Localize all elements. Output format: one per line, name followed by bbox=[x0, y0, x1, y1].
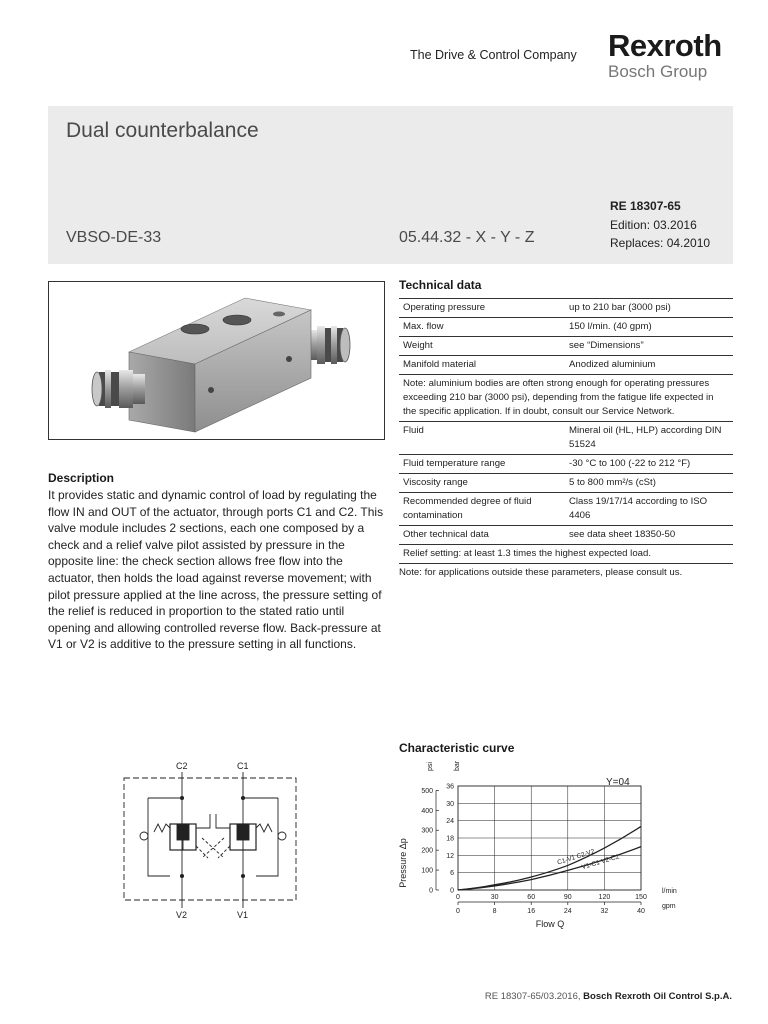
chart-annotation: Y=04 bbox=[606, 777, 630, 788]
x-tick-lmin: 120 bbox=[598, 894, 611, 901]
technical-data-table bbox=[399, 298, 733, 564]
right-cartridge bbox=[305, 326, 350, 364]
y-tick-bar: 6 bbox=[450, 870, 454, 878]
y-tick-bar: 12 bbox=[446, 852, 454, 860]
table-row bbox=[399, 375, 733, 422]
aluminium-note: Note: aluminium bodies are often strong enough for operating pressures exceeding 210 bar (3000 psi), depending from the fatigue life expected in the specific application. If in doubt, consult our Service Network. bbox=[399, 375, 733, 422]
characteristic-curve-chart bbox=[396, 758, 686, 938]
brand-name: Rexroth bbox=[608, 28, 722, 63]
table-cell-key: Other technical data bbox=[399, 526, 565, 545]
table-row bbox=[399, 318, 733, 337]
technical-data-heading: Technical data bbox=[399, 278, 482, 292]
brand-logo bbox=[608, 30, 722, 82]
table-row bbox=[399, 356, 733, 375]
table-row bbox=[399, 299, 733, 318]
table-cell-value: 150 l/min. (40 gpm) bbox=[565, 318, 733, 337]
table-cell-value: Mineral oil (HL, HLP) according DIN 51524 bbox=[565, 422, 733, 455]
table-cell-value: 5 to 800 mm²/s (cSt) bbox=[565, 474, 733, 493]
table-cell-key: Recommended degree of fluid contamination bbox=[399, 493, 565, 526]
series-label: V1-C1 V2-C2 bbox=[581, 853, 621, 872]
y-tick-bar: 18 bbox=[446, 835, 454, 843]
characteristic-curve-heading: Characteristic curve bbox=[399, 741, 515, 755]
x-tick-lmin: 150 bbox=[635, 894, 647, 901]
y-unit-bar: bar bbox=[454, 760, 461, 771]
y-unit-psi: psi bbox=[427, 762, 434, 771]
relief-setting-note: Relief setting: at least 1.3 times the highest expected load. bbox=[399, 545, 733, 564]
y-tick-psi: 400 bbox=[421, 807, 433, 815]
table-row bbox=[399, 526, 733, 545]
outside-parameters-note: Note: for applications outside these parameters, please consult us. bbox=[399, 567, 683, 578]
table-cell-key: Viscosity range bbox=[399, 474, 565, 493]
table-cell-value: Anodized aluminium bbox=[565, 356, 733, 375]
table-row bbox=[399, 337, 733, 356]
order-code: 05.44.32 - X - Y - Z bbox=[399, 229, 535, 246]
x-tick-gpm: 0 bbox=[456, 908, 460, 915]
x-tick-gpm: 8 bbox=[492, 908, 497, 915]
port-c2-label: C2 bbox=[176, 761, 188, 771]
table-row bbox=[399, 474, 733, 493]
footer bbox=[485, 991, 732, 1002]
table-row bbox=[399, 493, 733, 526]
x-tick-lmin: 60 bbox=[527, 894, 536, 901]
table-cell-key: Manifold material bbox=[399, 356, 565, 375]
table-row bbox=[399, 455, 733, 474]
left-cartridge bbox=[92, 370, 145, 408]
table-cell-key: Fluid temperature range bbox=[399, 455, 565, 474]
table-cell-value: see data sheet 18350-50 bbox=[565, 526, 733, 545]
x-tick-gpm: 16 bbox=[527, 908, 536, 915]
document-title: Dual counterbalance bbox=[66, 119, 259, 142]
model-number: VBSO-DE-33 bbox=[66, 229, 162, 246]
company-tagline: The Drive & Control Company bbox=[410, 48, 577, 62]
table-cell-value: -30 °C to 100 (-22 to 212 °F) bbox=[565, 455, 733, 474]
table-cell-value: Class 19/17/14 according to ISO 4406 bbox=[565, 493, 733, 526]
x-tick-lmin: 30 bbox=[490, 894, 499, 901]
x-tick-lmin: 0 bbox=[456, 894, 460, 901]
x-axis-label: Flow Q bbox=[535, 919, 565, 929]
valve-illustration bbox=[49, 282, 384, 439]
y-tick-psi: 0 bbox=[429, 887, 433, 895]
table-cell-value: see “Dimensions” bbox=[565, 337, 733, 356]
port-c1-label: C1 bbox=[237, 761, 249, 771]
series-line bbox=[458, 847, 641, 890]
y-tick-bar: 0 bbox=[450, 887, 454, 895]
x-tick-gpm: 24 bbox=[563, 908, 572, 915]
y-tick-psi: 300 bbox=[421, 827, 433, 835]
port-v1-label: V1 bbox=[237, 910, 249, 920]
table-row bbox=[399, 422, 733, 455]
x-tick-lmin: 90 bbox=[563, 894, 572, 901]
table-cell-key: Max. flow bbox=[399, 318, 565, 337]
x-tick-gpm: 32 bbox=[600, 908, 609, 915]
footer-ref: RE 18307-65/03.2016, bbox=[484, 991, 584, 1002]
replaces: Replaces: 04.2010 bbox=[610, 236, 711, 250]
y-tick-psi: 100 bbox=[421, 867, 433, 875]
description-heading: Description bbox=[48, 471, 115, 485]
brand-group: Bosch Group bbox=[608, 62, 708, 81]
y-axis-label: Pressure Δp bbox=[398, 838, 408, 888]
product-image bbox=[48, 281, 385, 440]
x-unit-gpm: gpm bbox=[662, 903, 676, 910]
port-v2-label: V2 bbox=[176, 910, 188, 920]
y-tick-psi: 500 bbox=[421, 787, 433, 795]
table-row bbox=[399, 545, 733, 564]
hydraulic-schematic bbox=[120, 758, 300, 928]
footer-company: Bosch Rexroth Oil Control S.p.A. bbox=[583, 991, 732, 1002]
x-unit-lmin: l/min bbox=[662, 888, 677, 895]
edition: Edition: 03.2016 bbox=[610, 217, 697, 232]
table-cell-key: Fluid bbox=[399, 422, 565, 455]
series-label: C1-V1 C2-V2 bbox=[556, 848, 596, 867]
y-tick-psi: 200 bbox=[421, 847, 433, 855]
table-cell-value: up to 210 bar (3000 psi) bbox=[565, 299, 733, 318]
table-cell-key: Weight bbox=[399, 337, 565, 356]
y-tick-bar: 30 bbox=[446, 800, 454, 808]
table-cell-key: Operating pressure bbox=[399, 299, 565, 318]
chart-svg bbox=[396, 758, 686, 933]
y-tick-bar: 36 bbox=[446, 783, 454, 791]
revision-block bbox=[610, 197, 710, 253]
description-body: It provides static and dynamic control of load by regulating the flow IN and OUT of the actuator, through ports C1 and C2. This valve module includes 2 sections, each one composed by a check and a relief valve pilot assisted by pressure in the opposite line: the check section allows free flow into the actuator, then holds the load against reverse movement; with pilot pressure applied at the line across, the pressure setting of the relief is reduced in proportion to the stated ratio until opening and allowing controlled reverse flow. Back-pressure at V1 or V2 is additive to the pressure setting in all functions. bbox=[48, 488, 384, 652]
x-tick-gpm: 40 bbox=[637, 908, 645, 915]
y-tick-bar: 24 bbox=[446, 818, 454, 826]
re-number: RE 18307-65 bbox=[610, 199, 681, 213]
